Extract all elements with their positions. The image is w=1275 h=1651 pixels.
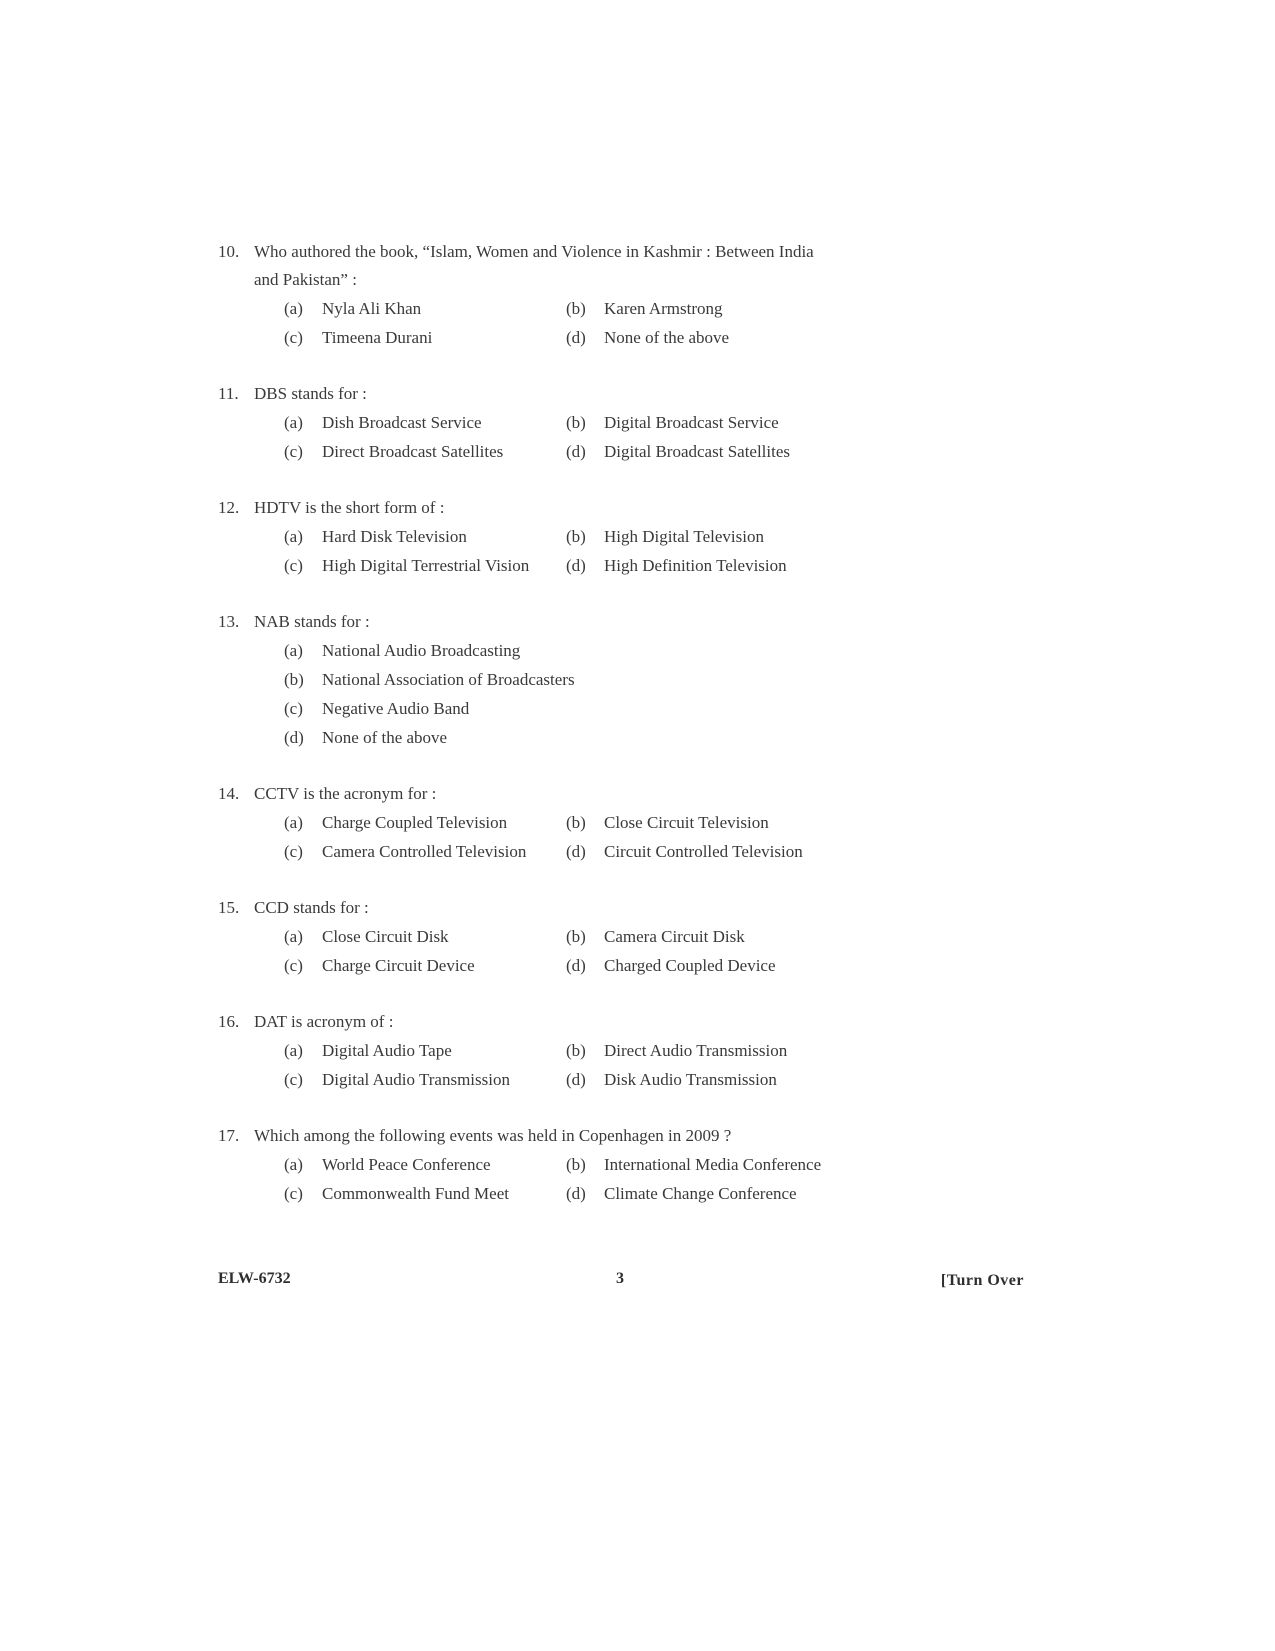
options-group — [284, 1150, 998, 1208]
option-letter: (d) — [566, 441, 586, 461]
option-item — [566, 808, 866, 837]
option-text: Direct Broadcast Satellites — [322, 441, 504, 461]
question-header — [218, 1008, 998, 1036]
option-item — [284, 1065, 566, 1094]
option-text: Hard Disk Television — [322, 526, 467, 546]
options-group — [284, 294, 998, 352]
option-item — [284, 951, 566, 980]
question-item — [218, 1122, 998, 1208]
option-text: Disk Audio Transmission — [604, 1069, 777, 1089]
option-item — [566, 837, 866, 866]
options-group — [284, 922, 998, 980]
question-header — [218, 1122, 998, 1150]
option-item — [284, 437, 566, 466]
question-number: 15. — [218, 898, 240, 917]
option-letter: (c) — [284, 441, 303, 461]
option-letter: (a) — [284, 812, 303, 832]
option-item — [284, 1179, 566, 1208]
option-item — [566, 951, 866, 980]
option-text: Digital Audio Transmission — [322, 1069, 510, 1089]
option-letter: (d) — [566, 555, 586, 575]
option-text: High Digital Television — [604, 526, 764, 546]
question-header — [218, 894, 998, 922]
option-text: National Association of Broadcasters — [322, 669, 575, 689]
option-text: Digital Broadcast Satellites — [604, 441, 791, 461]
option-text: High Digital Terrestrial Vision — [322, 555, 530, 575]
option-text: National Audio Broadcasting — [322, 640, 521, 660]
option-letter: (d) — [566, 1183, 586, 1203]
option-item — [566, 323, 866, 352]
option-letter: (d) — [566, 955, 586, 975]
question-text: NAB stands for : — [254, 612, 370, 631]
option-item — [566, 1065, 866, 1094]
option-text: Charged Coupled Device — [604, 955, 776, 975]
option-item — [566, 1036, 866, 1065]
option-letter: (c) — [284, 555, 303, 575]
option-text: Direct Audio Transmission — [604, 1040, 788, 1060]
option-item — [566, 408, 866, 437]
question-number: 17. — [218, 1126, 240, 1145]
option-item — [284, 723, 998, 752]
option-text: None of the above — [322, 727, 448, 747]
option-text: Climate Change Conference — [604, 1183, 797, 1203]
option-item — [566, 437, 866, 466]
option-item — [284, 408, 566, 437]
options-group — [284, 522, 998, 580]
question-text: Who authored the book, “Islam, Women and Violence in Kashmir : Between India and Pakistan” : — [254, 242, 814, 289]
option-letter: (b) — [566, 526, 586, 546]
option-text: Digital Broadcast Service — [604, 412, 779, 432]
option-item — [284, 522, 566, 551]
option-item — [284, 636, 998, 665]
options-group — [284, 636, 998, 752]
turn-over-note: [Turn Over — [940, 1272, 1024, 1289]
option-letter: (a) — [284, 1040, 303, 1060]
option-text: World Peace Conference — [322, 1154, 491, 1174]
option-item — [566, 1150, 866, 1179]
question-header — [218, 380, 998, 408]
option-text: Charge Coupled Television — [322, 812, 508, 832]
question-item — [218, 494, 998, 580]
question-item — [218, 608, 998, 752]
option-text: Commonwealth Fund Meet — [322, 1183, 509, 1203]
option-text: None of the above — [604, 327, 730, 347]
option-letter: (c) — [284, 1183, 303, 1203]
option-item — [284, 922, 566, 951]
page-number: 3 — [616, 1270, 624, 1287]
option-item — [284, 1036, 566, 1065]
options-group — [284, 808, 998, 866]
option-text: Nyla Ali Khan — [322, 298, 422, 318]
option-item — [284, 694, 998, 723]
paper-code: ELW-6732 — [218, 1270, 291, 1287]
question-text: DAT is acronym of : — [254, 1012, 394, 1031]
option-letter: (a) — [284, 298, 303, 318]
question-header — [218, 238, 998, 294]
question-number: 12. — [218, 498, 240, 517]
option-text: Karen Armstrong — [604, 298, 723, 318]
question-list — [218, 238, 998, 1236]
option-item — [284, 837, 566, 866]
option-item — [284, 665, 998, 694]
option-item — [566, 294, 866, 323]
option-letter: (d) — [566, 841, 586, 861]
options-group — [284, 1036, 998, 1094]
option-letter: (b) — [566, 1154, 586, 1174]
option-item — [566, 551, 866, 580]
question-header — [218, 780, 998, 808]
page-footer — [218, 1270, 1024, 1300]
question-item — [218, 780, 998, 866]
option-letter: (b) — [566, 1040, 586, 1060]
option-text: Charge Circuit Device — [322, 955, 475, 975]
option-letter: (c) — [284, 698, 303, 718]
option-item — [284, 551, 566, 580]
option-text: Close Circuit Disk — [322, 926, 449, 946]
option-letter: (b) — [566, 412, 586, 432]
option-letter: (a) — [284, 526, 303, 546]
option-text: High Definition Television — [604, 555, 787, 575]
question-text: DBS stands for : — [254, 384, 367, 403]
question-item — [218, 1008, 998, 1094]
option-letter: (c) — [284, 327, 303, 347]
option-letter: (d) — [566, 327, 586, 347]
question-number: 13. — [218, 612, 240, 631]
option-item — [566, 522, 866, 551]
question-item — [218, 380, 998, 466]
question-item — [218, 238, 998, 352]
option-letter: (a) — [284, 640, 303, 660]
option-text: Timeena Durani — [322, 327, 433, 347]
question-number: 10. — [218, 242, 240, 261]
option-text: Dish Broadcast Service — [322, 412, 482, 432]
option-item — [284, 323, 566, 352]
option-text: Digital Audio Tape — [322, 1040, 452, 1060]
option-letter: (d) — [566, 1069, 586, 1089]
option-text: Circuit Controlled Television — [604, 841, 803, 861]
option-letter: (a) — [284, 926, 303, 946]
question-number: 11. — [218, 384, 239, 403]
options-group — [284, 408, 998, 466]
option-text: Negative Audio Band — [322, 698, 470, 718]
question-number: 14. — [218, 784, 240, 803]
option-letter: (c) — [284, 1069, 303, 1089]
option-text: Camera Circuit Disk — [604, 926, 745, 946]
question-header — [218, 494, 998, 522]
option-letter: (b) — [566, 812, 586, 832]
option-letter: (a) — [284, 412, 303, 432]
option-letter: (a) — [284, 1154, 303, 1174]
option-letter: (c) — [284, 955, 303, 975]
question-text: CCTV is the acronym for : — [254, 784, 437, 803]
question-text: HDTV is the short form of : — [254, 498, 445, 517]
option-item — [566, 1179, 866, 1208]
question-text: CCD stands for : — [254, 898, 369, 917]
question-item — [218, 894, 998, 980]
option-letter: (c) — [284, 841, 303, 861]
option-item — [566, 922, 866, 951]
question-text: Which among the following events was held in Copenhagen in 2009 ? — [254, 1126, 732, 1145]
option-letter: (b) — [566, 926, 586, 946]
option-item — [284, 1150, 566, 1179]
option-item — [284, 808, 566, 837]
option-item — [284, 294, 566, 323]
question-number: 16. — [218, 1012, 240, 1031]
option-text: International Media Conference — [604, 1154, 822, 1174]
option-text: Camera Controlled Television — [322, 841, 527, 861]
option-text: Close Circuit Television — [604, 812, 769, 832]
option-letter: (d) — [284, 727, 304, 747]
option-letter: (b) — [566, 298, 586, 318]
question-header — [218, 608, 998, 636]
option-letter: (b) — [284, 669, 304, 689]
